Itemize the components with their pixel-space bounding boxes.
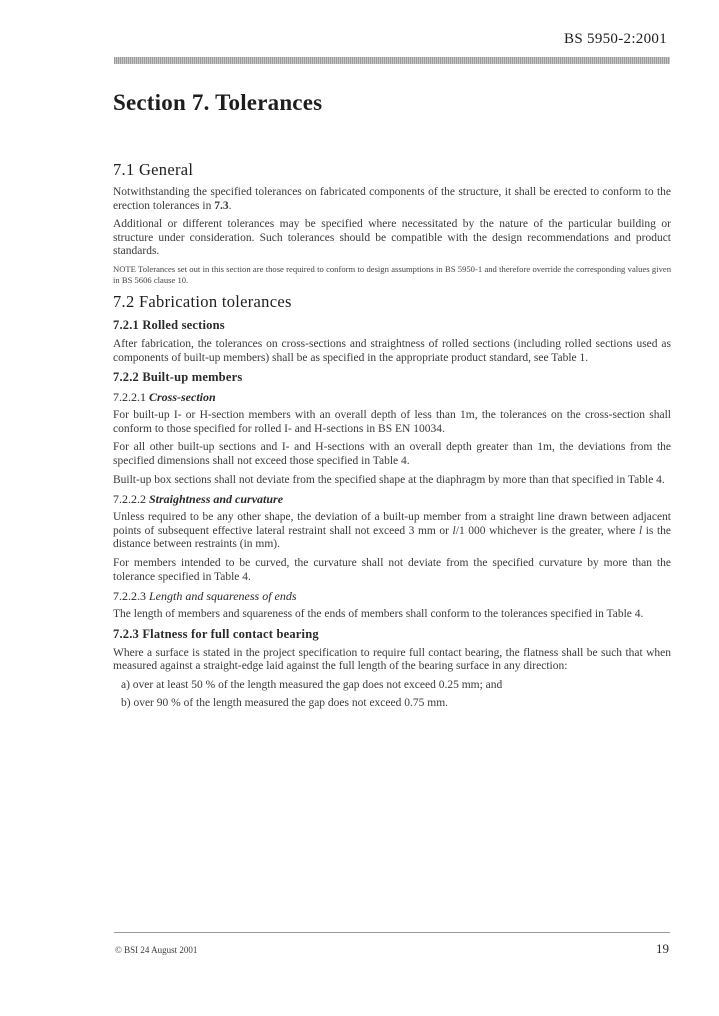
paragraph: The length of members and squareness of the ends of members shall conform to the tolerances specified in Table 4.: [113, 608, 644, 621]
heading-7-2-2-2: 7.2.2.2 Straightness and curvature: [113, 492, 284, 507]
list-item: b) over 90 % of the length measured the gap does not exceed 0.75 mm.: [121, 697, 449, 710]
section-title: Section 7. Tolerances: [113, 90, 323, 115]
heading-7-2-2-3: 7.2.2.3 Length and squareness of ends: [113, 589, 297, 604]
page-number: 19: [656, 941, 669, 956]
paragraph: Notwithstanding the specified tolerances on fabricated components of the structure, it shall be erected to conform to the erection tolerances in 7.3.: [113, 186, 671, 212]
paragraph: For all other built-up sections and I- and H-sections with an overall depth greater than 1m, the deviations from the specified dimensions shall not exceed those specified in Table 4.: [113, 441, 671, 467]
heading-7-2-3: 7.2.3 Flatness for full contact bearing: [113, 626, 319, 641]
list-item: a) over at least 50 % of the length measured the gap does not exceed 0.25 mm; and: [121, 678, 503, 691]
paragraph: Additional or different tolerances may be specified where necessitated by the nature of the particular building or structure under consideration. Such tolerances should be compatible with the design recommendations and product standards.: [113, 218, 671, 258]
paragraph: Where a surface is stated in the project specification to require full contact bearing, the flatness shall be such that when measured against a straight-edge laid against the full length of the bearing surface in any direction:: [113, 646, 671, 673]
heading-7-2: 7.2 Fabrication tolerances: [113, 291, 292, 311]
copyright: © BSI 24 August 2001: [115, 945, 198, 955]
heading-7-2-1: 7.2.1 Rolled sections: [113, 317, 225, 332]
paragraph: For members intended to be curved, the curvature shall not deviate from the specified curvature by more than the tolerance specified in Table 4.: [113, 556, 671, 583]
heading-7-2-2-1: 7.2.2.1 Cross-section: [113, 390, 216, 405]
paragraph: Unless required to be any other shape, the deviation of a built-up member from a straight line drawn between adjacent points of subsequent effective lateral restraint shall not exceed 3 mm or l/1 000 whichever is the greater, where l is the distance between restraints (in mm).: [113, 511, 671, 551]
paragraph: After fabrication, the tolerances on cross-sections and straightness of rolled sections (including rolled sections used as components of built-up members) shall be as specified in the appropriate product standard, see Table 1.: [113, 337, 671, 364]
page-content: [113, 90, 671, 716]
heading-7-1: 7.1 General: [113, 160, 194, 179]
note: NOTE Tolerances set out in this section are those required to conform to design assumptions in BS 5950-1 and therefore override the corresponding values given in BS 5606 clause 10.: [113, 263, 671, 285]
footer-rule: [114, 932, 670, 933]
header-rule: [114, 57, 670, 64]
clause-reference: 7.3: [214, 199, 229, 212]
document-id: BS 5950-2:2001: [564, 31, 667, 47]
heading-7-2-2: 7.2.2 Built-up members: [113, 370, 243, 385]
paragraph: Built-up box sections shall not deviate from the specified shape at the diaphragm by more than that specified in Table 4.: [113, 473, 665, 486]
paragraph: For built-up I- or H-section members with an overall depth of less than 1m, the tolerances on the cross-section shall conform to those specified for rolled I- and H-sections in BS EN 10034.: [113, 409, 671, 435]
